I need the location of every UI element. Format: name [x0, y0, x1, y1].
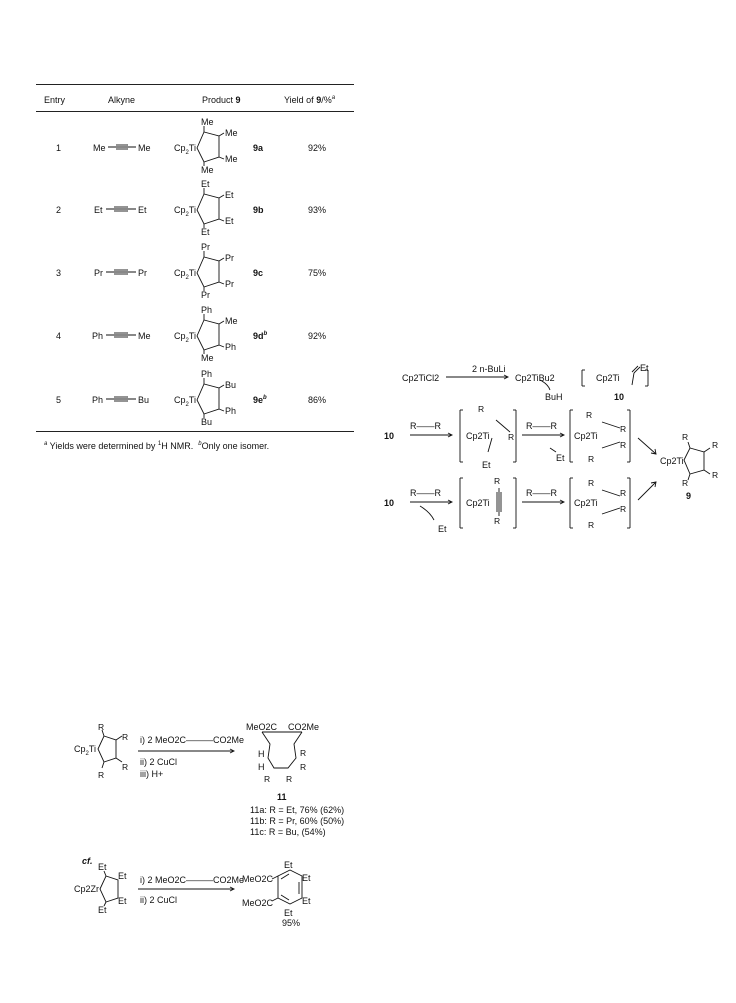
ethyl-label: Et	[302, 896, 311, 906]
product-11c-label: 11c: R = Bu, (54%)	[250, 827, 326, 837]
alkyne-right: Pr	[138, 268, 147, 278]
ring-metal: $Cp_2Ti$	[174, 331, 197, 344]
header-yield: Yield of 9/%$^a$	[284, 95, 336, 105]
alkyne-left: Et	[94, 205, 103, 215]
ester-label: MeO2C	[242, 898, 274, 908]
cf-label: cf.	[82, 856, 93, 866]
ethyl-label: Et	[438, 524, 447, 534]
r-label: R	[620, 488, 627, 498]
sub-r2: Et	[225, 216, 234, 226]
sub-top: Me	[201, 117, 214, 127]
r-label: R	[508, 432, 515, 442]
alkyne-reagent-label: R——R	[410, 488, 441, 498]
r-label: R	[682, 478, 689, 488]
reagent-label: 2 n-BuLi	[472, 364, 506, 374]
sub-r2: Ph	[225, 406, 237, 416]
product-9-label: 9	[686, 491, 692, 501]
ethyl-label: Et	[284, 908, 293, 918]
ester-label: MeO2C	[242, 874, 274, 884]
r-label: R	[682, 432, 689, 442]
product-code: $9e^b$	[253, 395, 267, 405]
r-label: R	[620, 424, 627, 434]
ti-complex-label: Cp2Ti	[660, 456, 684, 466]
sub-r1: Me	[225, 128, 238, 138]
hydrogen-label: H	[258, 762, 265, 772]
ethyl-label: Et	[98, 862, 107, 872]
ti-complex-label: Cp2Ti	[574, 431, 598, 441]
yield-cell: 92%	[308, 331, 327, 341]
ethyl-label: Et	[98, 905, 107, 915]
alkyne-reagent-label: R——R	[410, 421, 441, 431]
sub-bottom: Bu	[201, 417, 213, 427]
r-label: R	[712, 470, 719, 480]
r-label: R	[300, 762, 307, 772]
hydrogen-label: H	[258, 749, 265, 759]
r-label: R	[286, 774, 293, 784]
sub-r2: Ph	[225, 342, 237, 352]
r-label: R	[586, 410, 593, 420]
byproduct-label: BuH	[545, 392, 563, 402]
sub-bottom: Pr	[201, 290, 210, 300]
r-label: R	[494, 516, 501, 526]
alkyne-left: Pr	[94, 268, 103, 278]
r-label: R	[620, 504, 627, 514]
r-label: R	[588, 520, 595, 530]
yield-cell: 75%	[308, 268, 327, 278]
ethyl-label: Et	[482, 460, 491, 470]
compound-10-label: 10	[614, 392, 625, 402]
r-label: R	[712, 440, 719, 450]
ester-left-label: MeO2C	[246, 722, 278, 732]
table-footnote: $^a$ Yields were determined by $^1$H NMR. $^b$Only one isomer.	[44, 441, 270, 451]
r-label: R	[494, 476, 501, 486]
ethyl-label: Et	[302, 873, 311, 883]
ethyl-label: Et	[556, 453, 565, 463]
step-1-label: i) 2 MeO2C———CO2Me	[140, 875, 245, 885]
alkyne-right: Me	[138, 331, 151, 341]
alkyne-reagent-label: R——R	[526, 421, 557, 431]
yield-cell: 92%	[308, 143, 327, 153]
compound-11-label: 11	[277, 792, 287, 802]
ring-metal: $Cp_2Ti$	[174, 395, 197, 408]
step-3-label: iii) H+	[140, 769, 164, 779]
sub-bottom: Me	[201, 353, 214, 363]
yield-label: 95%	[282, 918, 301, 928]
compound-10-label: 10	[384, 498, 395, 508]
ethyl-label: Et	[118, 871, 127, 881]
alkyne-left: Ph	[92, 395, 104, 405]
ethyl-label: Et	[284, 860, 293, 870]
entry-cell: 4	[56, 331, 62, 341]
step-2-label: ii) 2 CuCl	[140, 757, 178, 767]
compound-10-label: 10	[384, 431, 395, 441]
ester-right-label: CO2Me	[288, 722, 320, 732]
product-11a-label: 11a: R = Et, 76% (62%)	[250, 805, 345, 815]
sub-top: Ph	[201, 305, 213, 315]
sub-r1: Et	[225, 190, 234, 200]
ti-complex-label: Cp2Ti	[466, 431, 490, 441]
header-product: Product 9	[202, 95, 241, 105]
r-label: R	[98, 722, 105, 732]
sub-top: Pr	[201, 242, 210, 252]
intermediate-label: Cp2TiBu2	[515, 373, 555, 383]
r-label: R	[264, 774, 271, 784]
product-11b-label: 11b: R = Pr, 60% (50%)	[250, 816, 345, 826]
sub-bottom: Me	[201, 165, 214, 175]
product-code: 9c	[253, 268, 264, 278]
ring-metal: $Cp_2Ti$	[74, 744, 97, 757]
r-label: R	[478, 404, 485, 414]
sub-r1: Me	[225, 316, 238, 326]
r-label: R	[122, 762, 129, 772]
ethyl-label: Et	[118, 896, 127, 906]
zirconium-metal-label: Cp2Zr	[74, 884, 100, 894]
entry-cell: 5	[56, 395, 62, 405]
alkyne-left: Me	[93, 143, 106, 153]
entry-cell: 1	[56, 143, 62, 153]
r-label: R	[122, 732, 129, 742]
reactant-label: Cp2TiCl2	[402, 373, 440, 383]
header-alkyne: Alkyne	[108, 95, 136, 105]
ti-complex-label: Cp2Ti	[574, 498, 598, 508]
sub-r2: Me	[225, 154, 238, 164]
step-1-label: i) 2 MeO2C———CO2Me	[140, 735, 245, 745]
product-code: 9a	[253, 143, 264, 153]
r-label: R	[98, 770, 105, 780]
step-2-label: ii) 2 CuCl	[140, 895, 178, 905]
sub-top: Et	[201, 179, 210, 189]
r-label: R	[620, 440, 627, 450]
product-code: 9b	[253, 205, 264, 215]
sub-bottom: Et	[201, 227, 210, 237]
alkyne-right: Bu	[138, 395, 150, 405]
header-entry: Entry	[44, 95, 66, 105]
yield-cell: 93%	[308, 205, 327, 215]
r-label: R	[588, 454, 595, 464]
entry-cell: 3	[56, 268, 62, 278]
ethyl-label: Et	[640, 363, 649, 373]
alkyne-reagent-label: R——R	[526, 488, 557, 498]
alkyne-right: Me	[138, 143, 151, 153]
r-label: R	[300, 748, 307, 758]
alkyne-left: Ph	[92, 331, 104, 341]
entry-cell: 2	[56, 205, 62, 215]
sub-r1: Bu	[225, 380, 237, 390]
ring-metal: $Cp_2Ti$	[174, 205, 197, 218]
sub-r2: Pr	[225, 279, 234, 289]
product-code: $9d^b$	[253, 331, 268, 341]
r-label: R	[588, 478, 595, 488]
sub-top: Ph	[201, 369, 213, 379]
yield-cell: 86%	[308, 395, 327, 405]
sub-r1: Pr	[225, 253, 234, 263]
alkyne-right: Et	[138, 205, 147, 215]
ring-metal: $Cp_2Ti$	[174, 143, 197, 156]
ti-complex-label: Cp2Ti	[596, 373, 620, 383]
ti-complex-label: Cp2Ti	[466, 498, 490, 508]
ring-metal: $Cp_2Ti$	[174, 268, 197, 281]
